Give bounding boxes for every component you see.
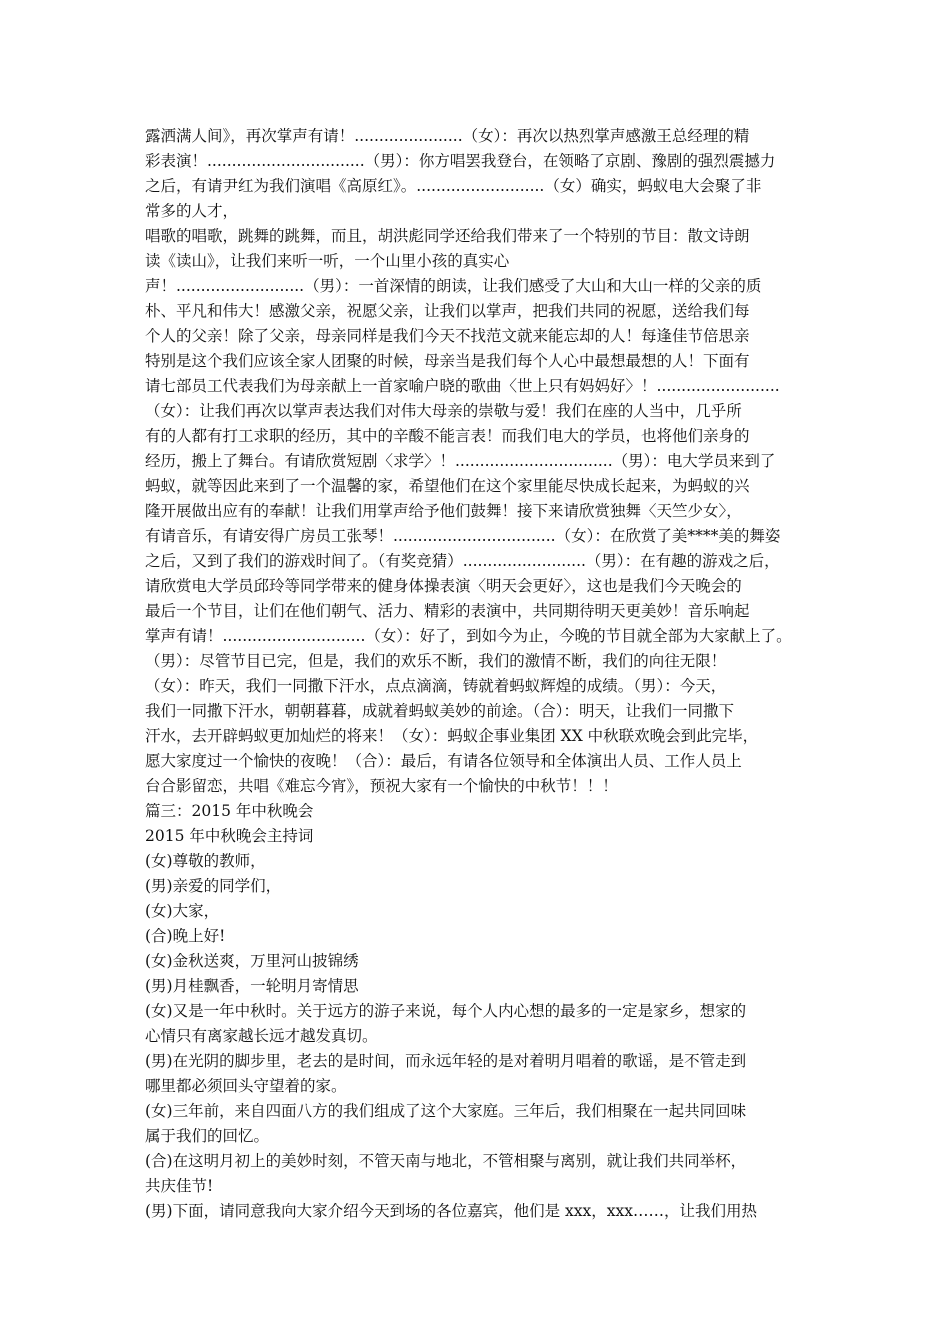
text-line: 心情只有离家越长远才越发真切。 [145,1027,378,1045]
text-line: (女)尊敬的教师， [145,852,266,870]
text-line: 特别是这个我们应该全家人团聚的时候，母亲当是我们每个人心中最想最想的人！下面有 [145,352,750,370]
text-line: 掌声有请！.............................（女）：好了，到如今为止，今晚的节目就全部为大家献上了。 [145,627,792,645]
text-line: (女)三年前，来自四面八方的我们组成了这个大家庭。三年后，我们相聚在一起共同回味 [145,1102,747,1120]
text-line: （女）：昨天，我们一同撒下汗水，点点滴滴，铸就着蚂蚁辉煌的成绩。（男）：今天， [145,677,727,695]
text-line: 经历，搬上了舞台。有请欣赏短剧〈求学〉！................................（男）：电大学员来到了 [145,452,776,470]
text-line: （男）：尽管节目已完，但是，我们的欢乐不断，我们的激情不断，我们的向往无限！ [145,652,727,670]
text-line: 之后，有请尹红为我们演唱《高原红》。..........................（女）确实，蚂蚁电大会聚了非 [145,177,762,195]
text-line: (男)在光阴的脚步里，老去的是时间，而永远年轻的是对着明月唱着的歌谣，是不管走到 [145,1052,747,1070]
text-line: (女)金秋送爽，万里河山披锦绣 [145,952,359,970]
text-line: 汗水，去开辟蚂蚁更加灿烂的将来！（女）：蚂蚁企事业集团 XX 中秋联欢晚会到此完毕， [145,727,759,745]
text-line: 请欣赏电大学员邱玲等同学带来的健身体操表演〈明天会更好〉，这也是我们今天晚会的 [145,577,742,595]
text-line: 彩表演！................................（男）：你方唱罢我登台，在领略了京剧、豫剧的强烈震撼力 [145,152,776,170]
text-line: 唱歌的唱歌，跳舞的跳舞，而且，胡洪彪同学还给我们带来了一个特别的节目：散文诗朗 [145,227,750,245]
document-body [145,124,825,1224]
text-line: 有的人都有打工求职的经历，其中的辛酸不能言表！而我们电大的学员，也将他们亲身的 [145,427,750,445]
text-line: 2015 年中秋晚会主持词 [145,827,314,845]
text-line: 个人的父亲！除了父亲，母亲同样是我们今天不找范文就来能忘却的人！每逢佳节倍思亲 [145,327,750,345]
text-line: 蚂蚁，就等因此来到了一个温馨的家，希望他们在这个家里能尽快成长起来，为蚂蚁的兴 [145,477,750,495]
text-line: 之后，又到了我们的游戏时间了。（有奖竞猜）.........................（男）：在有趣的游戏之后， [145,552,780,570]
text-line: 我们一同撒下汗水，朝朝暮暮，成就着蚂蚁美妙的前途。（合）：明天，让我们一同撒下 [145,702,735,720]
text-line: 最后一个节目，让们在他们朝气、活力、精彩的表演中，共同期待明天更美妙！音乐响起 [145,602,750,620]
text-line: (合)在这明月初上的美妙时刻，不管天南与地北，不管相聚与离别，就让我们共同举杯， [145,1152,747,1170]
text-line: 哪里都必须回头守望着的家。 [145,1077,347,1095]
text-line: 共庆佳节! [145,1177,214,1195]
text-line: 属于我们的回忆。 [145,1127,270,1145]
text-line: (男)亲爱的同学们， [145,877,282,895]
text-line: (女)又是一年中秋时。关于远方的游子来说，每个人内心想的最多的一定是家乡，想家的 [145,1002,747,1020]
text-line: 愿大家度过一个愉快的夜晚！（合）：最后，有请各位领导和全体演出人员、工作人员上 [145,752,742,770]
text-line: 朴、平凡和伟大！感激父亲，祝愿父亲，让我们以掌声，把我们共同的祝愿，送给我们每 [145,302,750,320]
text-line: 台合影留恋，共唱《难忘今宵》，预祝大家有一个愉快的中秋节！！！ [145,777,618,795]
text-line: (合)晚上好! [145,927,226,945]
text-line: 读《读山》，让我们来听一听，一个山里小孩的真实心 [145,252,510,270]
text-line: 请七部员工代表我们为母亲献上一首家喻户晓的歌曲〈世上只有妈妈好〉！......................... [145,377,780,395]
text-line: (男)下面，请同意我向大家介绍今天到场的各位嘉宾，他们是 xxx，xxx……，让我们用热 [145,1202,757,1220]
text-line: (女)大家， [145,902,220,920]
text-line: 声！..........................（男）：一首深情的朗读，让我们感受了大山和大山一样的父亲的质 [145,277,762,295]
text-line: (男)月桂飘香，一轮明月寄情思 [145,977,359,995]
text-line: 常多的人才， [145,202,239,220]
text-line: 有请音乐，有请安得广房员工张琴！.................................（女）：在欣赏了美****美的舞姿 [145,527,781,545]
text-line: （女）：让我们再次以掌声表达我们对伟大母亲的崇敬与爱！我们在座的人当中，几乎所 [145,402,742,420]
text-line: 篇三：2015 年中秋晚会 [145,802,314,820]
text-line: 隆开展做出应有的奉献！让我们用掌声给予他们鼓舞！接下来请欣赏独舞〈天竺少女〉， [145,502,742,520]
text-line: 露洒满人间》，再次掌声有请！......................（女）：再次以热烈掌声感激王总经理的精 [145,127,750,145]
